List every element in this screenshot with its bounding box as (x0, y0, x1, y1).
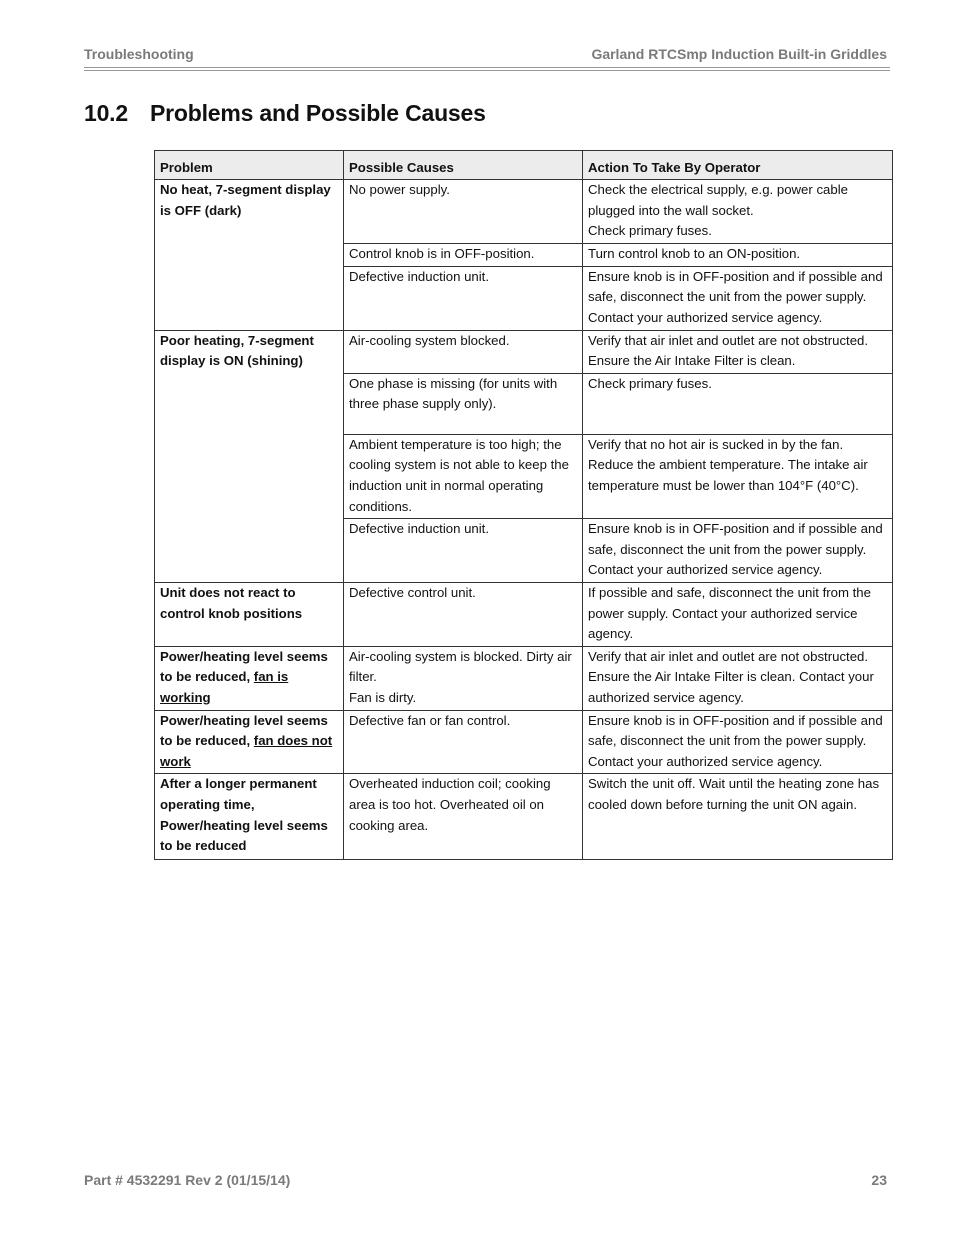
action-cell: Turn control knob to an ON-position. (583, 243, 893, 266)
column-header-causes: Possible Causes (344, 151, 583, 180)
cause-cell: One phase is missing (for units with three phase supply only). (344, 373, 583, 434)
table-row (155, 180, 893, 244)
problem-cell: Unit does not react to control knob positions (155, 582, 344, 646)
action-cell: Ensure knob is in OFF-position and if possible and safe, disconnect the unit from the power supply. Contact your authorized service agency. (583, 266, 893, 330)
cause-cell: Defective control unit. (344, 582, 583, 646)
section-title: Problems and Possible Causes (150, 100, 486, 126)
problem-cell: No heat, 7-segment display is OFF (dark) (155, 180, 344, 331)
section-heading (84, 100, 486, 127)
table-row (155, 710, 893, 774)
cause-cell: Overheated induction coil; cooking area is too hot. Overheated oil on cooking area. (344, 774, 583, 860)
cause-line: Air-cooling system is blocked. Dirty air filter. (349, 648, 572, 685)
table-header-row (155, 151, 893, 180)
action-cell: Check primary fuses. (583, 373, 893, 434)
table-row (155, 774, 893, 860)
problem-text: Power/heating level seems to be reduced, (160, 648, 328, 685)
action-cell: Switch the unit off. Wait until the heating zone has cooled down before turning the unit ON again. (583, 774, 893, 860)
cause-cell (344, 646, 583, 710)
running-header-section: Troubleshooting (84, 46, 194, 62)
action-line: Check the electrical supply, e.g. power cable plugged into the wall socket. (588, 182, 848, 218)
action-cell: Ensure knob is in OFF-position and if possible and safe, disconnect the unit from the power supply. Contact your authorized service agency. (583, 519, 893, 583)
table-row (155, 646, 893, 710)
section-number: 10.2 (84, 100, 128, 126)
table-row (155, 582, 893, 646)
problem-cell: After a longer permanent operating time, Power/heating level seems to be reduced (155, 774, 344, 860)
cause-cell: Defective induction unit. (344, 266, 583, 330)
cause-cell: No power supply. (344, 180, 583, 244)
action-cell: Ensure knob is in OFF-position and if possible and safe, disconnect the unit from the power supply. Contact your authorized service agency. (583, 710, 893, 774)
cause-line: Fan is dirty. (349, 689, 417, 705)
troubleshooting-table (154, 150, 893, 860)
problem-cell (155, 710, 344, 774)
action-cell: Verify that no hot air is sucked in by the fan. Reduce the ambient temperature. The intake air temperature must be lower than 104°F (40°C). (583, 434, 893, 518)
action-line: Check primary fuses. (588, 223, 712, 239)
problem-emphasis: fan is working (160, 669, 289, 705)
action-cell: If possible and safe, disconnect the unit from the power supply. Contact your authorized service agency. (583, 582, 893, 646)
header-rule-top (84, 67, 890, 68)
action-cell (583, 180, 893, 244)
cause-cell: Defective fan or fan control. (344, 710, 583, 774)
header-rule-bottom (84, 70, 890, 71)
running-header-title: Garland RTCSmp Induction Built-in Griddles (591, 46, 887, 62)
problem-emphasis: fan does not work (160, 733, 333, 769)
action-cell: Verify that air inlet and outlet are not obstructed. Ensure the Air Intake Filter is clean. (583, 330, 893, 373)
footer-part-number: Part # 4532291 Rev 2 (01/15/14) (84, 1172, 291, 1188)
table-row (155, 330, 893, 373)
footer-page-number: 23 (871, 1172, 887, 1188)
cause-cell: Air-cooling system blocked. (344, 330, 583, 373)
problem-text: Power/heating level seems to be reduced, (160, 712, 328, 749)
problem-cell: Poor heating, 7-segment display is ON (shining) (155, 330, 344, 582)
cause-cell: Ambient temperature is too high; the cooling system is not able to keep the induction unit in normal operating conditions. (344, 434, 583, 518)
cause-cell: Control knob is in OFF-position. (344, 243, 583, 266)
problem-cell (155, 646, 344, 710)
action-cell: Verify that air inlet and outlet are not obstructed. Ensure the Air Intake Filter is clean. Contact your authorized service agency. (583, 646, 893, 710)
cause-cell: Defective induction unit. (344, 519, 583, 583)
column-header-action: Action To Take By Operator (583, 151, 893, 180)
column-header-problem: Problem (155, 151, 344, 180)
